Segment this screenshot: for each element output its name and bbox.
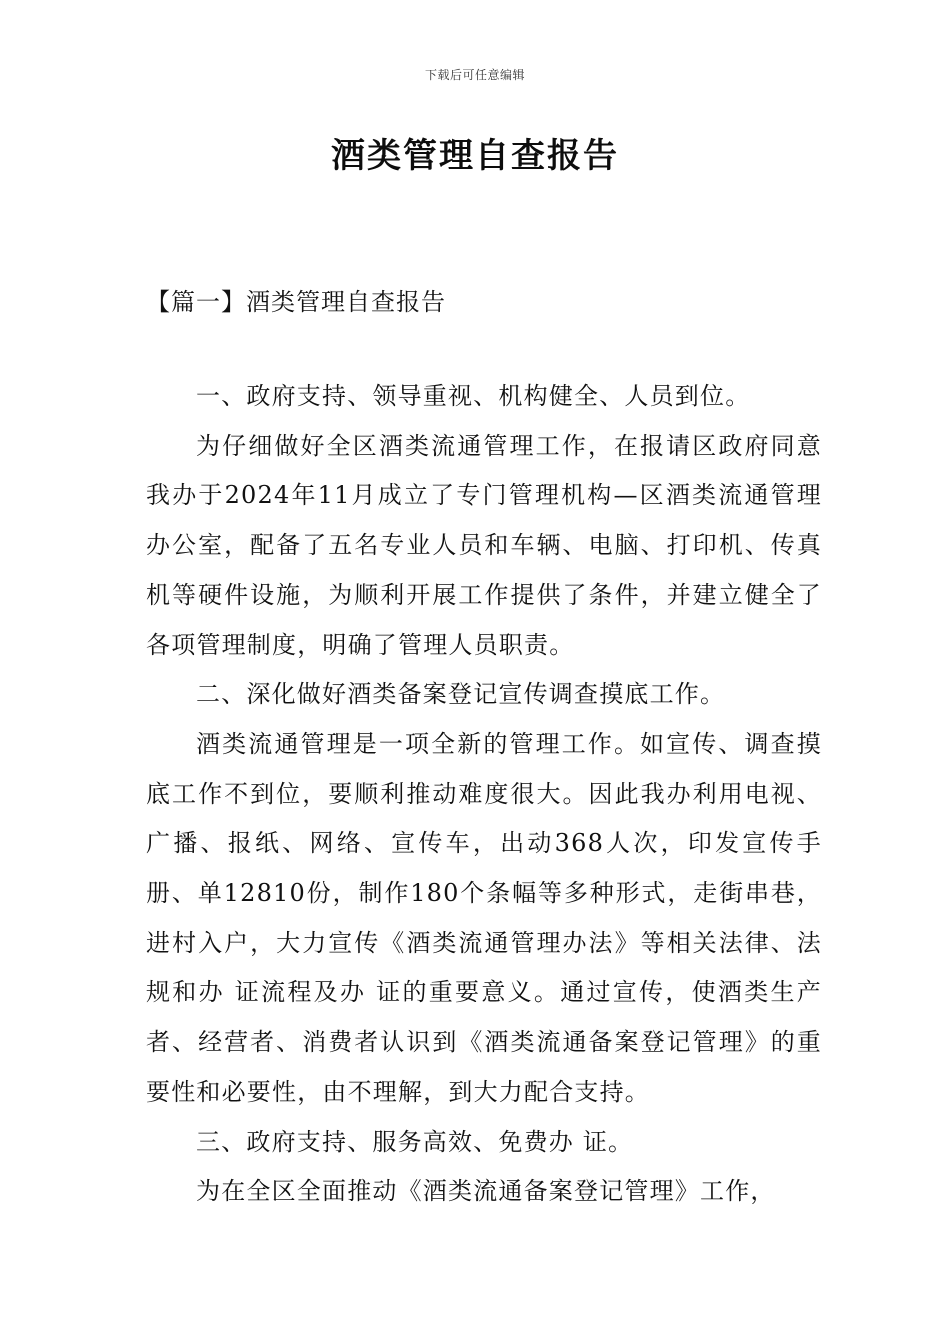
document-body (146, 372, 822, 1217)
paragraph-body-3: 为在全区全面推动《酒类流通备案登记管理》工作， (196, 1177, 776, 1206)
paragraph-heading-1: 一、政府支持、领导重视、机构健全、人员到位。 (196, 382, 751, 410)
paragraph-heading-3: 三、政府支持、服务高效、免费办 证。 (196, 1127, 634, 1156)
document-title: 酒类管理自查报告 (331, 136, 619, 176)
paragraph-body-2: 酒类流通管理是一项全新的管理工作。如宣传、调查摸底工作不到位，要顺利推动难度很大。因此我办利用电视、广播、报纸、网络、宣传车，出动368人次，印发宣传手册、单12810份，制作180个条幅等多种形式，走街串巷，进村入户，大力宣传《酒类流通管理办法》等相关法律、法规和办 证流程及办 证的重要意义。通过宣传，使酒类生产者、经营者、消费者认识到《酒类流通备案登记管理》的重要性和必要性，由不理解，到大力配合支持。 (146, 729, 822, 1106)
section-heading: 【篇一】酒类管理自查报告 (146, 288, 446, 316)
paragraph-heading-2: 二、深化做好酒类备案登记宣传调查摸底工作。 (196, 680, 726, 709)
paragraph-body-1: 为仔细做好全区酒类流通管理工作，在报请区政府同意我办于2024年11月成立了专门管理机构—区酒类流通管理办公室，配备了五名专业人员和车辆、电脑、打印机、传真机等硬件设施，为顺利开展工作提供了条件，并建立健全了各项管理制度，明确了管理人员职责。 (146, 431, 822, 659)
header-note: 下载后可任意编辑 (424, 68, 525, 82)
